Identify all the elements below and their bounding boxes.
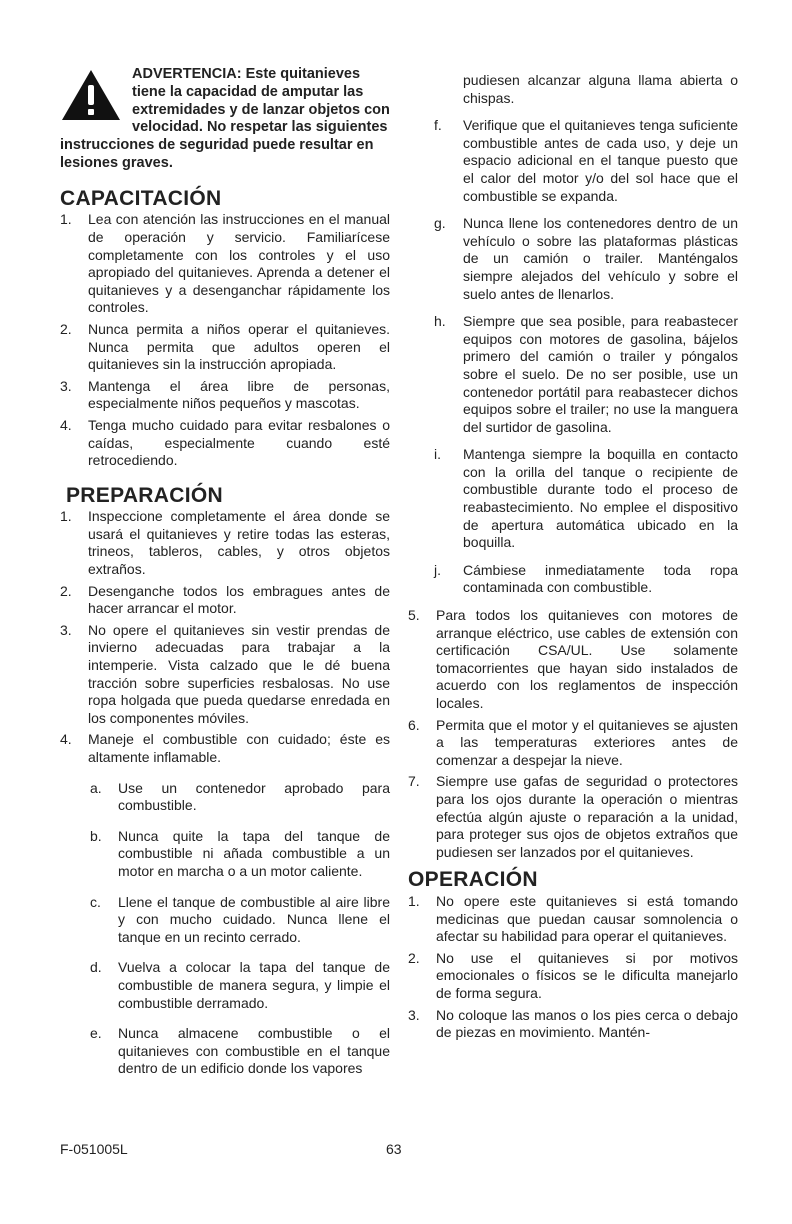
item-number: 2. (60, 320, 72, 337)
list-item (60, 378, 390, 413)
page-number: 63 (386, 1141, 402, 1157)
list-item (408, 1007, 738, 1042)
item-number: 4. (60, 731, 72, 748)
item-text: Para todos los quitanieves con motores de arranque eléctrico, use cables de extensión con certificación CSA/UL. Use solamente tomacorrientes que hayan sido instalados de acuerdo con los reglamentos de inspección locales. (436, 607, 738, 711)
item-text: No use el quitanieves si por motivos emocionales o físicos se le dificulta manejarlo de forma segura. (436, 949, 738, 1001)
sub-item-letter: c. (90, 893, 101, 910)
sub-list-item (90, 780, 390, 815)
continuation-text: pudiesen alcanzar alguna llama abierta o chispas. (463, 72, 738, 106)
item-text: Lea con atención las instrucciones en el manual de operación y servicio. Familiarícese completamente con los controles y el uso apropiado del quitanieves. Aprenda a detener el quitanieves y a desenganchar rápidamente los controles. (88, 211, 390, 316)
warning-triangle-icon (60, 68, 122, 122)
item-number: 3. (408, 1006, 420, 1023)
sub-list-item (90, 828, 390, 881)
sub-item-letter: i. (434, 446, 441, 463)
item-number: 6. (408, 716, 420, 733)
item-number: 2. (60, 582, 72, 599)
sub-item-text: Cámbiese inmediatamente toda ropa contaminada con combustible. (463, 561, 738, 596)
sub-list-item (408, 562, 738, 597)
list-item (408, 950, 738, 1003)
item-number: 4. (60, 416, 72, 433)
sub-item-text: Nunca quite la tapa del tanque de combustible ni añada combustible a un motor en marcha o a un motor caliente. (118, 827, 390, 879)
item-number: 1. (60, 211, 72, 228)
sub-list-item (408, 215, 738, 303)
sub-item-letter: f. (434, 117, 442, 134)
list-item (408, 607, 738, 713)
sub-item-letter: h. (434, 313, 446, 330)
document-code: F-051005L (60, 1141, 128, 1157)
sub-list-item (90, 959, 390, 1012)
sub-item-text: Mantenga siempre la boquilla en contacto con la orilla del tanque o recipiente de combustible durante todo el proceso de reabastecimiento. No emplee el dispositivo de apertura automática ubicado en la boquilla. (463, 446, 738, 551)
sub-list-item (408, 313, 738, 436)
sub-item-text: Nunca almacene combustible o el quitanieves con combustible en el tanque dentro de un edificio donde los vapores (118, 1025, 390, 1077)
item-text: No opere el quitanieves sin vestir prendas de invierno adecuadas para trabajar a la intemperie. Vista calzado que le dé buena tracción sobre superficies resbalosas. No use ropa holgada que pueda quedarse enredada en los componentes móviles. (88, 621, 390, 726)
list-item (60, 508, 390, 578)
item-number: 2. (408, 949, 420, 966)
sub-item-text: Nunca llene los contenedores dentro de un vehículo o sobre las plataformas plásticas de un camión o trailer. Manténgalos siempre alejados del vehículo y sobre el suelo antes de llenarlos. (463, 215, 738, 302)
sub-list-item (90, 1025, 390, 1078)
sub-list-item (408, 117, 738, 205)
list-item (60, 211, 390, 317)
item-text: Mantenga el área libre de personas, especialmente niños pequeños y mascotas. (88, 377, 390, 412)
item-number: 1. (60, 508, 72, 525)
list-item (408, 717, 738, 770)
preparacion-list (60, 508, 390, 1078)
sub-list-item (408, 446, 738, 552)
operacion-heading: OPERACIÓN (408, 868, 538, 892)
item-text: Siempre use gafas de seguridad o protectores para los ojos durante la operación o mientras efectúa algún ajuste o reparación a la unidad, para proteger sus ojos de objetos extraños que pudiesen ser lanzados por el quitanieves. (436, 773, 738, 860)
list-item (60, 321, 390, 374)
sub-item-text: Use un contenedor aprobado para combustible. (118, 779, 390, 814)
list-item (60, 583, 390, 618)
list-item (60, 417, 390, 470)
warning-block (60, 66, 390, 173)
capacitacion-heading: CAPACITACIÓN (60, 186, 222, 210)
sub-item-text: Siempre que sea posible, para reabastecer equipos con motores de gasolina, bájelos primero del camión o trailer y póngalos sobre el suelo. De no ser posible, use un contenedor portátil para reabastecer dichos equipos sobre el trailer; no use la manguera del surtidor de gasolina. (463, 313, 738, 435)
item-text: Nunca permita a niños operar el quitanieves. Nunca permita que adultos operen el quitanieves sin la instrucción apropiada. (88, 320, 390, 373)
item-number: 1. (408, 892, 420, 909)
sub-item-text: Llene el tanque de combustible al aire libre y con mucho cuidado. Nunca llene el tanque en un recinto cerrado. (118, 893, 390, 945)
item-text: Tenga mucho cuidado para evitar resbalones o caídas, especialmente cuando esté retrocediendo. (88, 416, 390, 469)
preparacion-heading: PREPARACIÓN (66, 483, 223, 507)
right-column (408, 72, 738, 1046)
capacitacion-list (60, 211, 390, 469)
sub-item-letter: j. (434, 561, 441, 578)
item-text: Desenganche todos los embragues antes de hacer arrancar el motor. (88, 582, 390, 617)
list-item (60, 731, 390, 766)
item-number: 3. (60, 621, 72, 638)
list-item (408, 773, 738, 861)
list-item (408, 893, 738, 946)
list-item (60, 622, 390, 728)
item-text: Inspeccione completamente el área donde se usará el quitanieves y retire todas las esteras, trineos, tableros, cables, y otros objetos extraños. (88, 508, 390, 578)
item-text: Permita que el motor y el quitanieves se ajusten a las temperaturas exteriores antes de comenzar a despejar la nieve. (436, 716, 738, 768)
sub-item-letter: a. (90, 779, 102, 796)
warning-text: ADVERTENCIA: Este quitanieves tiene la capacidad de amputar las extremidades y de lanzar objetos con velocidad. No respetar las siguientes instrucciones de seguridad puede resultar en lesiones graves. (60, 66, 390, 171)
sub-item-letter: b. (90, 827, 102, 844)
item-number: 3. (60, 377, 72, 394)
item-text: No opere este quitanieves si está tomando medicinas que puedan causar somnolencia o afectar su habilidad para operar el quitanieves. (436, 892, 738, 945)
left-column (60, 66, 390, 1078)
item-number: 5. (408, 607, 420, 624)
item-text: No coloque las manos o los pies cerca o debajo de piezas en movimiento. Mantén- (436, 1006, 738, 1041)
sub-list-item (90, 894, 390, 947)
item-number: 7. (408, 773, 420, 790)
sub-item-letter: d. (90, 959, 102, 976)
sub-item-letter: g. (434, 215, 446, 232)
item-text: Maneje el combustible con cuidado; éste es altamente inflamable. (88, 731, 390, 765)
sub-item-text: Vuelva a colocar la tapa del tanque de combustible de manera segura, y limpie el combustible derramado. (118, 959, 390, 1011)
sub-item-text: Verifique que el quitanieves tenga suficiente combustible antes de cada uso, y deje un espacio adicional en el tanque puesto que el calor del motor y/o del sol hace que el combustible se expanda. (463, 117, 738, 204)
sub-item-letter: e. (90, 1025, 102, 1042)
